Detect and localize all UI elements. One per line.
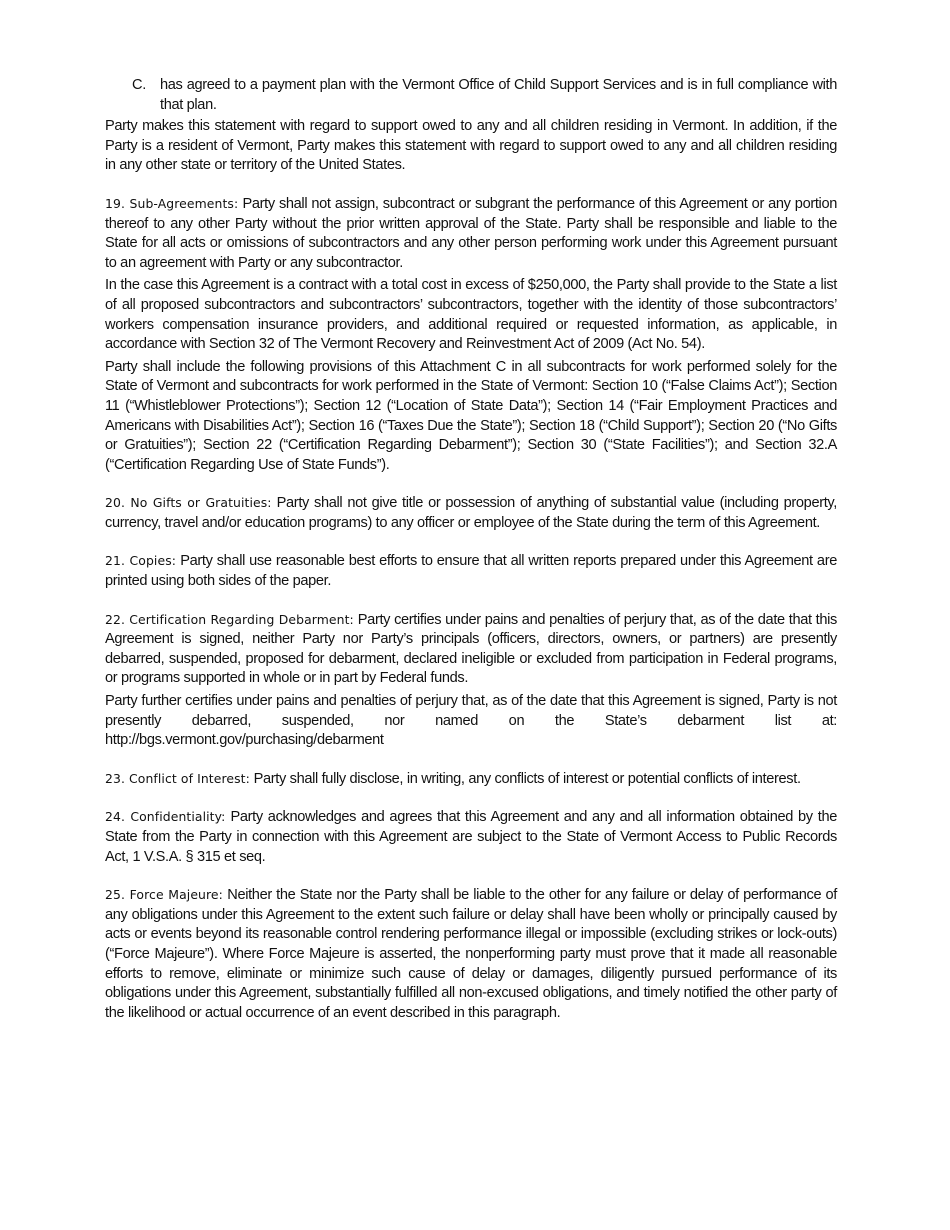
section-paragraph	[105, 885, 837, 1023]
section-paragraph	[105, 610, 837, 689]
section-heading: 23. Conflict of Interest:	[105, 770, 250, 786]
section-heading: 21. Copies:	[105, 553, 177, 569]
section-25-force-majeure	[105, 885, 837, 1023]
section-heading: 20. No Gifts or Gratuities:	[105, 495, 272, 511]
section-heading: 24. Confidentiality:	[105, 809, 226, 825]
section-heading: 19. Sub-Agreements:	[105, 195, 239, 211]
list-item-text: has agreed to a payment plan with the Vermont Office of Child Support Services and is in full compliance with that plan.	[160, 77, 837, 113]
section-paragraph: Party shall include the following provisions of this Attachment C in all subcontracts for work performed solely for the State of Vermont and subcontracts for work performed in the State of Vermont: Section 10 (“False Claims Act”); Section 11 (“Whistleblower Protections”); Section 12 (“Location of State Data”); Section 14 (“Fair Employment Practices and Americans with Disabilities Act”); Section 16 (“Taxes Due the State”); Section 18 (“Child Support”); Section 20 (“No Gifts or Gratuities”); Section 22 (“Certification Regarding Debarment”); Section 30 (“State Facilities”); and Section 32.A (“Certification Regarding Use of State Funds”).	[105, 358, 837, 473]
section-paragraph	[105, 807, 837, 867]
section-paragraph	[105, 769, 837, 790]
section-22-debarment	[105, 610, 837, 751]
list-item-c	[105, 76, 837, 115]
section-24-confidentiality	[105, 807, 837, 867]
section-20-no-gifts	[105, 493, 837, 533]
section-text: Party shall fully disclose, in writing, any conflicts of interest or potential conflicts of interest.	[253, 770, 801, 787]
child-support-statement: Party makes this statement with regard to support owed to any and all children residing in Vermont. In addition, if the Party is a resident of Vermont, Party makes this statement with regard to support owed to any and all children residing in any other state or territory of the United States.	[105, 118, 837, 174]
document-page	[105, 76, 837, 1023]
section-19-sub-agreements	[105, 194, 837, 475]
section-text: Party shall not give title or possession of anything of substantial value (including property, currency, travel and/or education programs) to any officer or employee of the State during the term of this Agreement.	[105, 495, 837, 531]
section-paragraph	[105, 493, 837, 533]
section-text: Party acknowledges and agrees that this Agreement and any and all information obtained by the State from the Party in connection with this Agreement are subject to the State of Vermont Access to Public Records Act, 1 V.S.A. § 315 et seq.	[105, 809, 837, 865]
section-23-conflict-of-interest	[105, 769, 837, 790]
section-heading: 25. Force Majeure:	[105, 887, 223, 903]
section-text: Neither the State nor the Party shall be liable to the other for any failure or delay of performance of any obligations under this Agreement to the extent such failure or delay shall have been wholly or principally caused by acts or events beyond its reasonable control rendering performance illegal or impossible (excluding strikes or lock-outs) (“Force Majeure”). Where Force Majeure is asserted, the nonperforming party must prove that it made all reasonable efforts to remove, eliminate or minimize such cause of delay or damages, diligently pursued performance of its obligations under this Agreement, substantially fulfilled all non-excused obligations, and timely notified the other party of the likelihood or actual occurrence of an event described in this paragraph.	[105, 887, 837, 1021]
list-marker: C.	[132, 77, 146, 93]
section-text: Party certifies under pains and penalties of perjury that, as of the date that this Agreement is signed, neither Party nor Party’s principals (officers, directors, owners, or partners) are presently debarred, suspended, proposed for debarment, declared ineligible or excluded from participation in Federal programs, or programs supported in whole or in part by Federal funds.	[105, 611, 837, 687]
section-paragraph: Party further certifies under pains and penalties of perjury that, as of the date that this Agreement is signed, Party is not presently debarred, suspended, nor named on the State’s debarment list at: http://bgs.vermont.gov/purchasing/debarment	[105, 693, 837, 749]
section-paragraph	[105, 551, 837, 591]
section-heading: 22. Certification Regarding Debarment:	[105, 611, 354, 627]
section-paragraph	[105, 194, 837, 273]
section-text: Party shall use reasonable best efforts to ensure that all written reports prepared under this Agreement are printed using both sides of the paper.	[105, 553, 837, 590]
section-21-copies	[105, 551, 837, 591]
section-paragraph: In the case this Agreement is a contract with a total cost in excess of $250,000, the Party shall provide to the State a list of all proposed subcontractors and subcontractors’ subcontractors, together with the identity of those subcontractors’ workers compensation insurance providers, and additional required or requested information, as applicable, in accordance with Section 32 of The Vermont Recovery and Reinvestment Act of 2009 (Act No. 54).	[105, 277, 837, 353]
section-text: Party shall not assign, subcontract or subgrant the performance of this Agreement or any portion thereof to any other Party without the prior written approval of the State. Party shall be responsible and liable to the State for all acts or omissions of subcontractors and any other person performing work under this Agreement pursuant to an agreement with Party or any subcontractor.	[105, 195, 837, 271]
